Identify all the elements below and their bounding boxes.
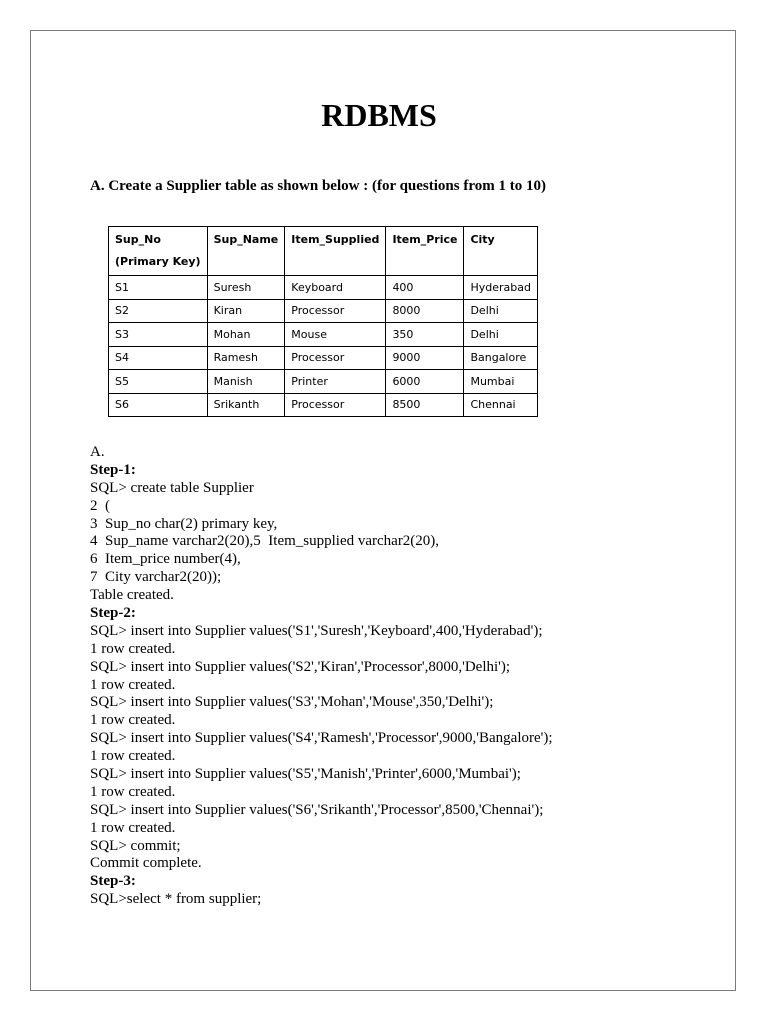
cell-item-price: 6000 (386, 370, 464, 394)
cell-sup-name: Mohan (207, 323, 285, 347)
header-sup-no (109, 227, 208, 276)
cell-sup-no: S2 (109, 299, 208, 323)
header-item-price: Item_Price (386, 227, 464, 276)
answer-line: 7 City varchar2(20)); (90, 569, 222, 586)
cell-city: Delhi (464, 299, 538, 323)
answer-line: 2 ( (90, 497, 110, 514)
answer-line: SQL> insert into Supplier values('S1','Suresh','Keyboard',400,'Hyderabad'); (90, 622, 543, 639)
answer-line: SQL> insert into Supplier values('S4','Ramesh','Processor',9000,'Bangalore'); (90, 730, 553, 747)
cell-city: Delhi (464, 323, 538, 347)
cell-sup-name: Manish (207, 370, 285, 394)
answer-line: Commit complete. (90, 855, 202, 872)
cell-sup-name: Ramesh (207, 346, 285, 370)
cell-sup-no: S6 (109, 393, 208, 417)
cell-sup-name: Kiran (207, 299, 285, 323)
cell-city: Mumbai (464, 370, 538, 394)
header-sup-no-label: Sup_No (115, 233, 161, 246)
question-heading: A. Create a Supplier table as shown below : (for questions from 1 to 10) (90, 178, 546, 194)
table-row (109, 393, 538, 417)
cell-item-supplied: Processor (285, 299, 386, 323)
answer-text-block (90, 444, 553, 909)
cell-sup-no: S5 (109, 370, 208, 394)
cell-sup-name: Suresh (207, 276, 285, 300)
table-row (109, 323, 538, 347)
supplier-table (108, 226, 538, 417)
answer-line: 4 Sup_name varchar2(20),5 Item_supplied varchar2(20), (90, 533, 440, 550)
answer-line: 1 row created. (90, 676, 176, 693)
header-item-supplied: Item_Supplied (285, 227, 386, 276)
answer-line: SQL> insert into Supplier values('S6','Srikanth','Processor',8500,'Chennai'); (90, 801, 544, 818)
step-heading: Step-1: (90, 461, 136, 478)
cell-item-supplied: Mouse (285, 323, 386, 347)
answer-line: SQL> insert into Supplier values('S3','Mohan','Mouse',350,'Delhi'); (90, 694, 494, 711)
header-city: City (464, 227, 538, 276)
answer-line: 1 row created. (90, 640, 176, 657)
answer-line: 1 row created. (90, 819, 176, 836)
cell-item-price: 8500 (386, 393, 464, 417)
cell-city: Hyderabad (464, 276, 538, 300)
page-title: RDBMS (321, 97, 437, 133)
cell-item-supplied: Printer (285, 370, 386, 394)
answer-line: 1 row created. (90, 748, 176, 765)
step-heading: Step-3: (90, 873, 136, 890)
answer-line: SQL> create table Supplier (90, 479, 254, 496)
table-header-row (109, 227, 538, 276)
answer-line: A. (90, 444, 105, 460)
cell-item-price: 8000 (386, 299, 464, 323)
cell-item-supplied: Processor (285, 393, 386, 417)
table-row (109, 299, 538, 323)
cell-item-price: 400 (386, 276, 464, 300)
answer-line: SQL>select * from supplier; (90, 891, 262, 908)
answer-line: 6 Item_price number(4), (90, 551, 241, 568)
cell-sup-no: S1 (109, 276, 208, 300)
cell-sup-no: S4 (109, 346, 208, 370)
cell-item-supplied: Keyboard (285, 276, 386, 300)
cell-item-price: 350 (386, 323, 464, 347)
step-heading: Step-2: (90, 605, 136, 622)
answer-line: SQL> commit; (90, 837, 181, 854)
answer-line: 3 Sup_no char(2) primary key, (90, 515, 278, 532)
answer-line: 1 row created. (90, 712, 176, 729)
answer-line: 1 row created. (90, 783, 176, 800)
table-row (109, 276, 538, 300)
cell-sup-name: Srikanth (207, 393, 285, 417)
cell-city: Bangalore (464, 346, 538, 370)
answer-line: Table created. (90, 587, 174, 604)
cell-city: Chennai (464, 393, 538, 417)
header-sup-name: Sup_Name (207, 227, 285, 276)
cell-item-price: 9000 (386, 346, 464, 370)
header-primary-key-note: (Primary Key) (115, 255, 201, 268)
cell-sup-no: S3 (109, 323, 208, 347)
table-row (109, 370, 538, 394)
answer-line: SQL> insert into Supplier values('S2','Kiran','Processor',8000,'Delhi'); (90, 658, 511, 675)
cell-item-supplied: Processor (285, 346, 386, 370)
answer-line: SQL> insert into Supplier values('S5','Manish','Printer',6000,'Mumbai'); (90, 766, 521, 783)
table-row (109, 346, 538, 370)
